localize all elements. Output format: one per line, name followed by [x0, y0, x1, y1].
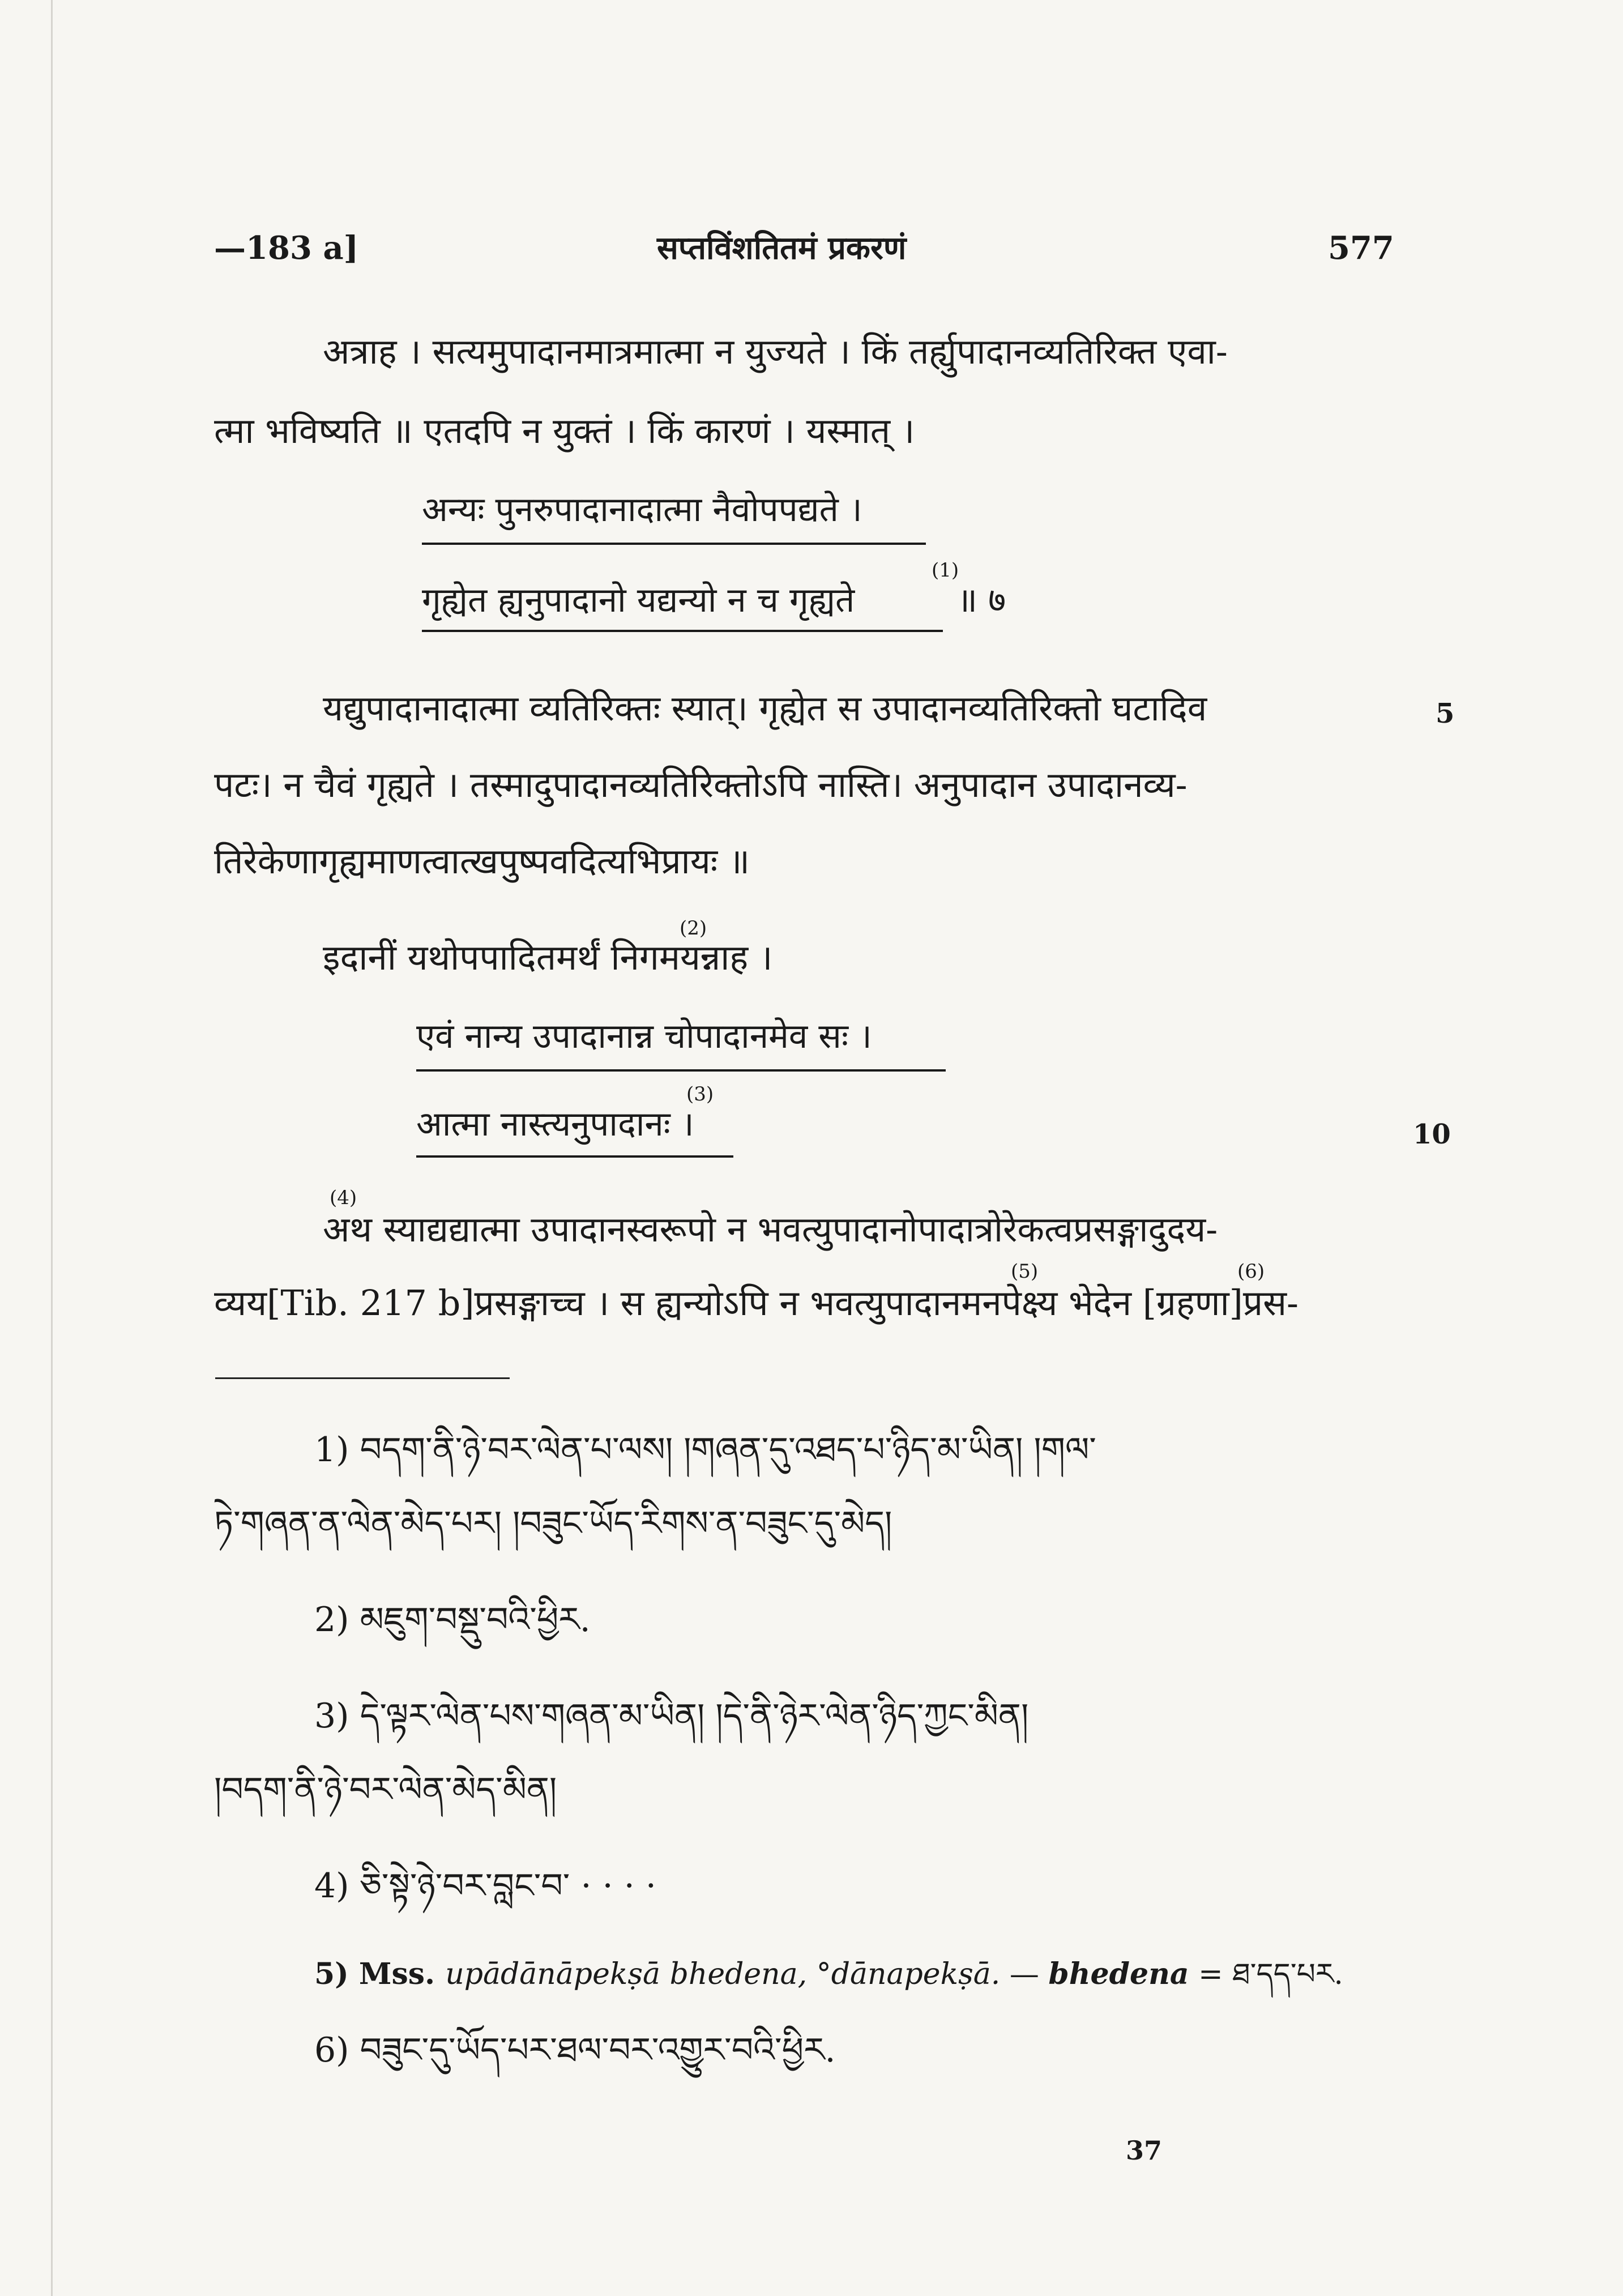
footnote-1: 1) བདག་ནི་ཉེ་བར་ལེན་པ་ལས། །གཞན་དུ་འཐད་པ་ཉིད་མ་ཡིན། །གལ་: [314, 1430, 1096, 1470]
header-left: —183 a]: [214, 229, 359, 267]
line-number: 10: [1413, 1119, 1451, 1150]
footnote-1-cont: ཏེ་གཞན་ན་ལེན་མེད་པར། །བཟུང་ཡོད་རིགས་ན་བཟུང་དུ་མེད།: [214, 1504, 892, 1543]
text-line: पटः। न चैवं गृह्यते । तस्मादुपादानव्यतिरिक्तोऽपि नास्ति। अनुपादान उपादानव्य-: [214, 764, 1188, 805]
verse-number: ॥ ७: [957, 581, 1006, 620]
verse-underline: [416, 1155, 733, 1158]
text-line: तिरेकेणागृह्यमाणत्वात्खपुष्पवदित्यभिप्रायः ॥: [214, 840, 750, 882]
text-line: त्मा भविष्यति ॥ एतदपि न युक्तं । किं कारणं । यस्मात् ।: [214, 410, 915, 451]
verse-line: एवं नान्य उपादानान्न चोपादानमेव सः ।: [416, 1017, 872, 1056]
verse-underline: [422, 630, 943, 632]
footnote-3-cont: །བདག་ནི་ཉེ་བར་ལེན་མེད་མིན།: [214, 1770, 557, 1810]
verse-underline: [416, 1069, 946, 1072]
text-line: इदानीं यथोपपादितमर्थं निगमयन्नाह ।: [323, 937, 773, 978]
verse-line: आत्मा नास्त्यनुपादानः ।: [416, 1104, 694, 1144]
footnote-5: 5) Mss. upādānāpekṣā bhedena, °dānapekṣā. — bhedena = ཐ་དད་པར.: [314, 1957, 1343, 1991]
footnote-2: 2) མཇུག་བསྡུ་བའི་ཕྱིར.: [314, 1600, 591, 1640]
footnote-ref: (2): [680, 917, 707, 940]
footnote-ref: (3): [686, 1083, 714, 1106]
verse-underline: [422, 543, 926, 545]
footnote-4: 4) ཅི་སྟེ་ཉེ་བར་བླང་བ་ · · · ·: [314, 1866, 656, 1906]
verse-line: गृह्येत ह्यनुपादानो यद्यन्यो न च गृह्यते: [422, 581, 855, 620]
footnote-ref: (6): [1237, 1260, 1265, 1283]
line-number: 5: [1436, 698, 1455, 729]
footnote-ref: (5): [1011, 1260, 1039, 1283]
text-line: अथ स्याद्यद्यात्मा उपादानस्वरूपो न भवत्युपादानोपादात्रोरेकत्वप्रसङ्गादुदय-: [323, 1209, 1218, 1250]
page-number: 577: [1328, 229, 1394, 267]
footnote-3: 3) དེ་ལྟར་ལེན་པས་གཞན་མ་ཡིན། །དེ་ནི་ཉེར་ལེན་ཉིད་ཀྱང་མིན།: [314, 1696, 1029, 1736]
folio-number: 37: [1126, 2135, 1163, 2166]
text-line: यद्युपादानादात्मा व्यतिरिक्तः स्यात्। गृह्येत स उपादानव्यतिरिक्तो घटादिव: [323, 688, 1207, 729]
footnote-ref: (1): [932, 559, 959, 582]
footnote-ref: (4): [330, 1187, 357, 1209]
page-edge: [51, 0, 53, 2296]
footnote-6: 6) བཟུང་དུ་ཡོད་པར་ཐལ་བར་འགྱུར་བའི་ཕྱིར.: [314, 2030, 836, 2070]
verse-line: अन्यः पुनरुपादानादात्मा नैवोपपद्यते ।: [422, 490, 862, 530]
footnote-separator: [215, 1377, 510, 1379]
header-title: सप्तविंशतितमं प्रकरणं: [657, 229, 907, 267]
text-line: अत्राह । सत्यमुपादानमात्रमात्मा न युज्यते । किं तर्ह्युपादानव्यतिरिक्त एवा-: [323, 331, 1228, 372]
text-line: व्यय[Tib. 217 b]प्रसङ्गाच्च । स ह्यन्योऽपि न भवत्युपादानमनपेक्ष्य भेदेन [ग्रहणा]प्रस-: [214, 1282, 1299, 1324]
